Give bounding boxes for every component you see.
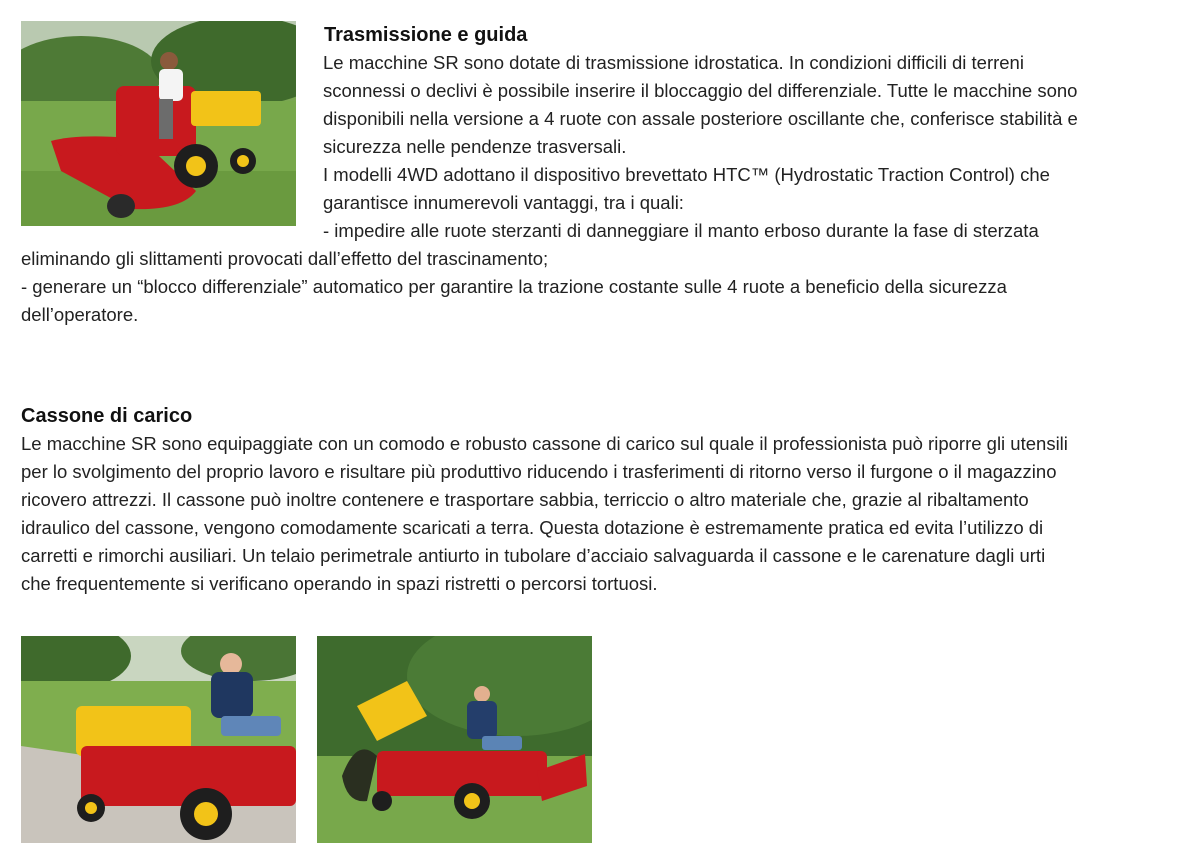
section-title-cassone: Cassone di carico	[21, 405, 193, 427]
text-line: - impedire alle ruote sterzanti di danneggiare il manto erboso durante la fase di sterzata	[323, 220, 1039, 241]
text-line: idraulico del cassone, vengono comodamente scaricati a terra. Questa dotazione è estremamente pratica ed evita l’utilizzo di	[21, 517, 1044, 538]
cassone-tipping-illustration	[317, 636, 592, 843]
text-line: eliminando gli slittamenti provocati dall’effetto del trascinamento;	[21, 248, 549, 269]
text-line: che frequentemente si verificano operando in spazi ristretti o percorsi tortuosi.	[21, 573, 658, 594]
text-line: Le macchine SR sono equipaggiate con un comodo e robusto cassone di carico sul quale il professionista può riporre gli utensili	[21, 433, 1068, 454]
text-line: disponibili nella versione a 4 ruote con assale posteriore oscillante che, conferisce stabilità e	[323, 108, 1078, 129]
text-line: per lo svolgimento del proprio lavoro e risultare più produttivo riducendo i trasferimenti di ritorno verso il furgone o il magazzino	[21, 461, 1057, 482]
photo-cassone-tipping	[317, 636, 592, 843]
photo-cassone-loaded	[21, 636, 296, 843]
text-line: ricovero attrezzi. Il cassone può inoltre contenere e trasportare sabbia, terriccio o altro materiale che, grazie al ribaltamento	[21, 489, 1029, 510]
text-line: garantisce innumerevoli vantaggi, tra i quali:	[323, 192, 684, 213]
text-line: sconnessi o declivi è possibile inserire il bloccaggio del differenziale. Tutte le macchine sono	[323, 80, 1078, 101]
cassone-text	[21, 430, 1068, 598]
text-line: dell’operatore.	[21, 304, 139, 325]
trasmissione-text-full-width	[21, 245, 1007, 329]
text-line: - generare un “blocco differenziale” automatico per garantire la trazione costante sulle 4 ruote a beneficio della sicurezza	[21, 276, 1007, 297]
trasmissione-text-beside-photo	[323, 49, 1078, 245]
section-title-trasmissione: Trasmissione e guida	[324, 24, 528, 46]
text-line: sicurezza nelle pendenze trasversali.	[323, 136, 627, 157]
mower-driving-illustration	[21, 21, 296, 226]
photo-mower-driving	[21, 21, 296, 226]
cassone-loaded-illustration	[21, 636, 296, 843]
text-line: Le macchine SR sono dotate di trasmissione idrostatica. In condizioni difficili di terreni	[323, 52, 1024, 73]
text-line: carretti e rimorchi ausiliari. Un telaio perimetrale antiurto in tubolare d’acciaio salvaguarda il cassone e le carenature dagli urti	[21, 545, 1046, 566]
text-line: I modelli 4WD adottano il dispositivo brevettato HTC™ (Hydrostatic Traction Control) che	[323, 164, 1050, 185]
